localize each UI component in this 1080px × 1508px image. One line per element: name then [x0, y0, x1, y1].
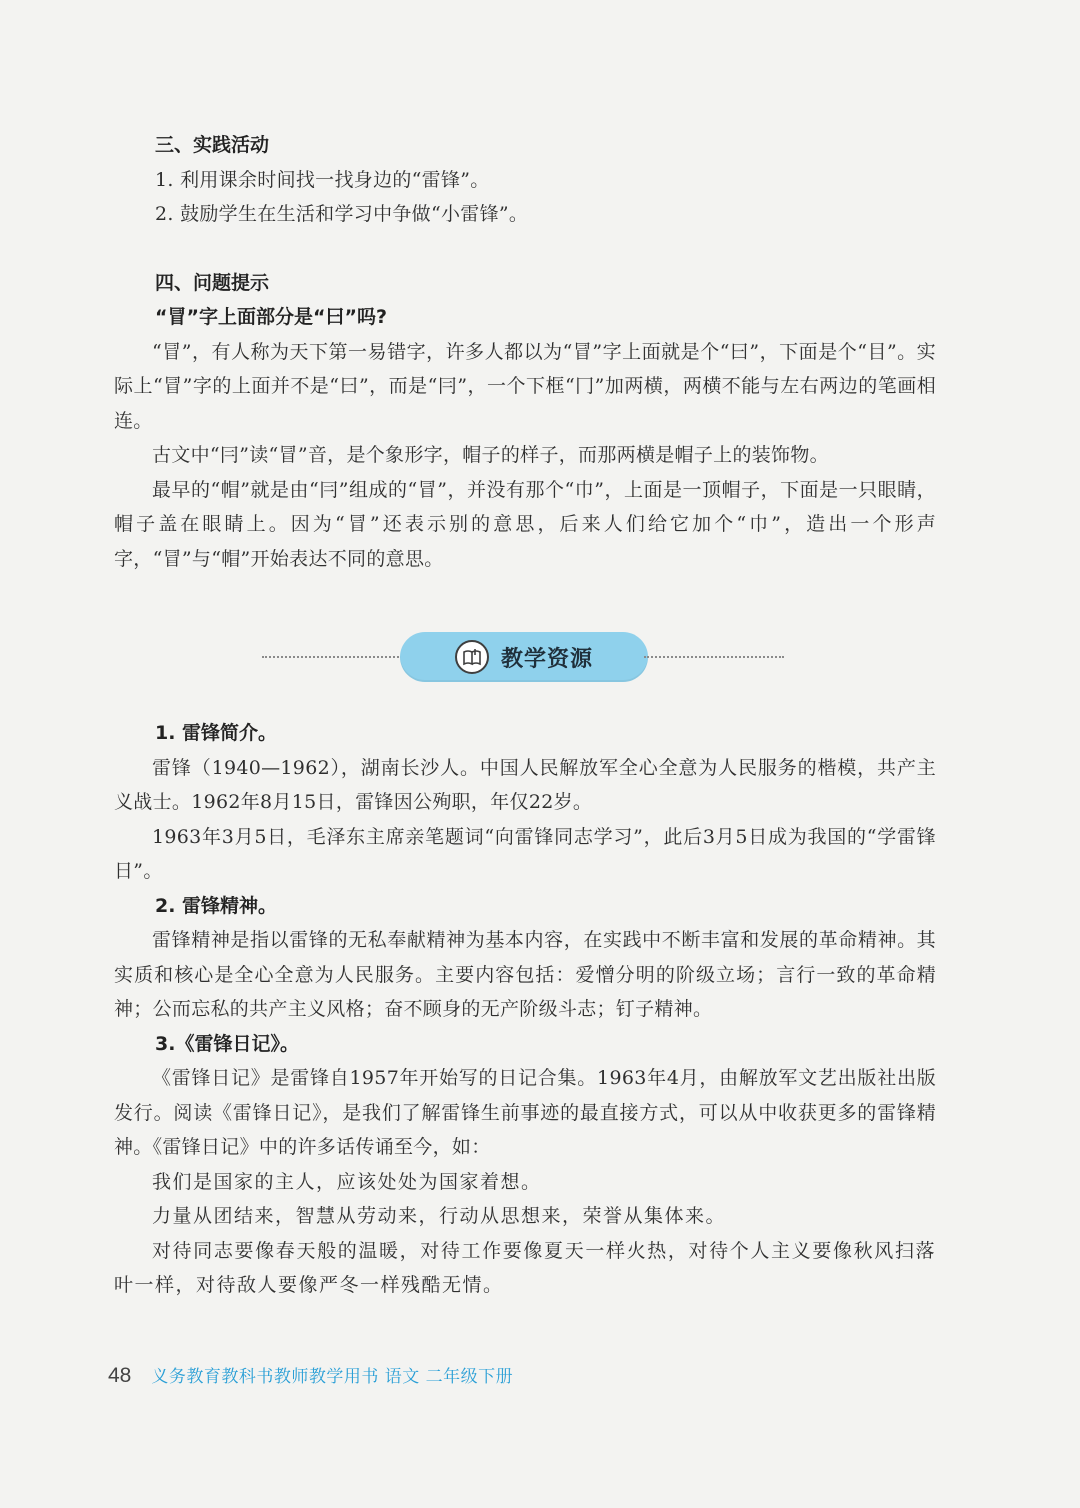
section-heading-hints: 四、问题提示	[155, 271, 270, 294]
section-heading-practice: 三、实践活动	[155, 134, 270, 156]
resources-content	[114, 716, 936, 1303]
resource-heading-1: 1. 雷锋简介。	[155, 722, 278, 744]
banner-divider-left	[262, 656, 402, 658]
hint-subheading: “冒”字上面部分是“曰”吗?	[155, 306, 387, 328]
diary-quote-3: 对待同志要像春天般的温暖，对待工作要像夏天一样火热，对待个人主义要像秋风扫落叶一样，对待敌人要像严冬一样残酷无情。	[114, 1239, 936, 1296]
page-number: 48	[108, 1364, 132, 1387]
page-footer	[108, 1362, 513, 1388]
practice-item-2: 2. 鼓励学生在生活和学习中争做“小雷锋”。	[155, 203, 529, 225]
hint-paragraph-3: 最早的“帽”就是由“冃”组成的“冒”，并没有那个“巾”，上面是一顶帽子，下面是一只眼睛，帽子盖在眼睛上。因为“冒”还表示别的意思，后来人们给它加个“巾”，造出一个形声字，“冒”与“帽”开始表达不同的意思。	[114, 478, 936, 570]
resources-banner-row	[262, 632, 784, 682]
resource-heading-2: 2. 雷锋精神。	[155, 894, 278, 917]
resource-1-paragraph-1: 雷锋（1940—1962），湖南长沙人。中国人民解放军全心全意为人民服务的楷模，共产主义战士。1962年8月15日，雷锋因公殉职，年仅22岁。	[114, 756, 936, 813]
top-content	[114, 128, 936, 576]
resource-heading-3: 3.《雷锋日记》。	[155, 1032, 299, 1055]
hint-paragraph-2: 古文中“冃”读“冒”音，是个象形字，帽子的样子，而那两横是帽子上的装饰物。	[152, 444, 829, 466]
book-title: 义务教育教科书教师教学用书 语文 二年级下册	[151, 1367, 514, 1387]
hint-paragraph-1: “冒”，有人称为天下第一易错字，许多人都以为“冒”字上面就是个“曰”，下面是个“目”。实际上“冒”字的上面并不是“曰”，而是“冃”，一个下框“冂”加两横，两横不能与左右两边的笔画相连。	[114, 340, 936, 432]
diary-quote-2: 力量从团结来，智慧从劳动来，行动从思想来，荣誉从集体来。	[152, 1205, 727, 1227]
banner-divider-right	[644, 656, 784, 658]
diary-quote-1: 我们是国家的主人，应该处处为国家着想。	[152, 1170, 542, 1193]
resource-3-paragraph-1: 《雷锋日记》是雷锋自1957年开始写的日记合集。1963年4月，由解放军文艺出版社出版发行。阅读《雷锋日记》，是我们了解雷锋生前事迹的最直接方式，可以从中收获更多的雷锋精神。《雷锋日记》中的许多话传诵至今，如：	[114, 1067, 936, 1158]
practice-item-1: 1. 利用课余时间找一找身边的“雷锋”。	[155, 168, 490, 191]
resource-1-paragraph-2: 1963年3月5日，毛泽东主席亲笔题词“向雷锋同志学习”，此后3月5日成为我国的“学雷锋日”。	[114, 825, 936, 882]
resource-2-paragraph-1: 雷锋精神是指以雷锋的无私奉献精神为基本内容，在实践中不断丰富和发展的革命精神。其实质和核心是全心全意为人民服务。主要内容包括：爱憎分明的阶级立场；言行一致的革命精神；公而忘私的共产主义风格；奋不顾身的无产阶级斗志；钉子精神。	[114, 929, 936, 1020]
banner-title: 教学资源	[500, 646, 593, 672]
book-icon	[455, 640, 489, 674]
resources-banner	[400, 632, 648, 682]
